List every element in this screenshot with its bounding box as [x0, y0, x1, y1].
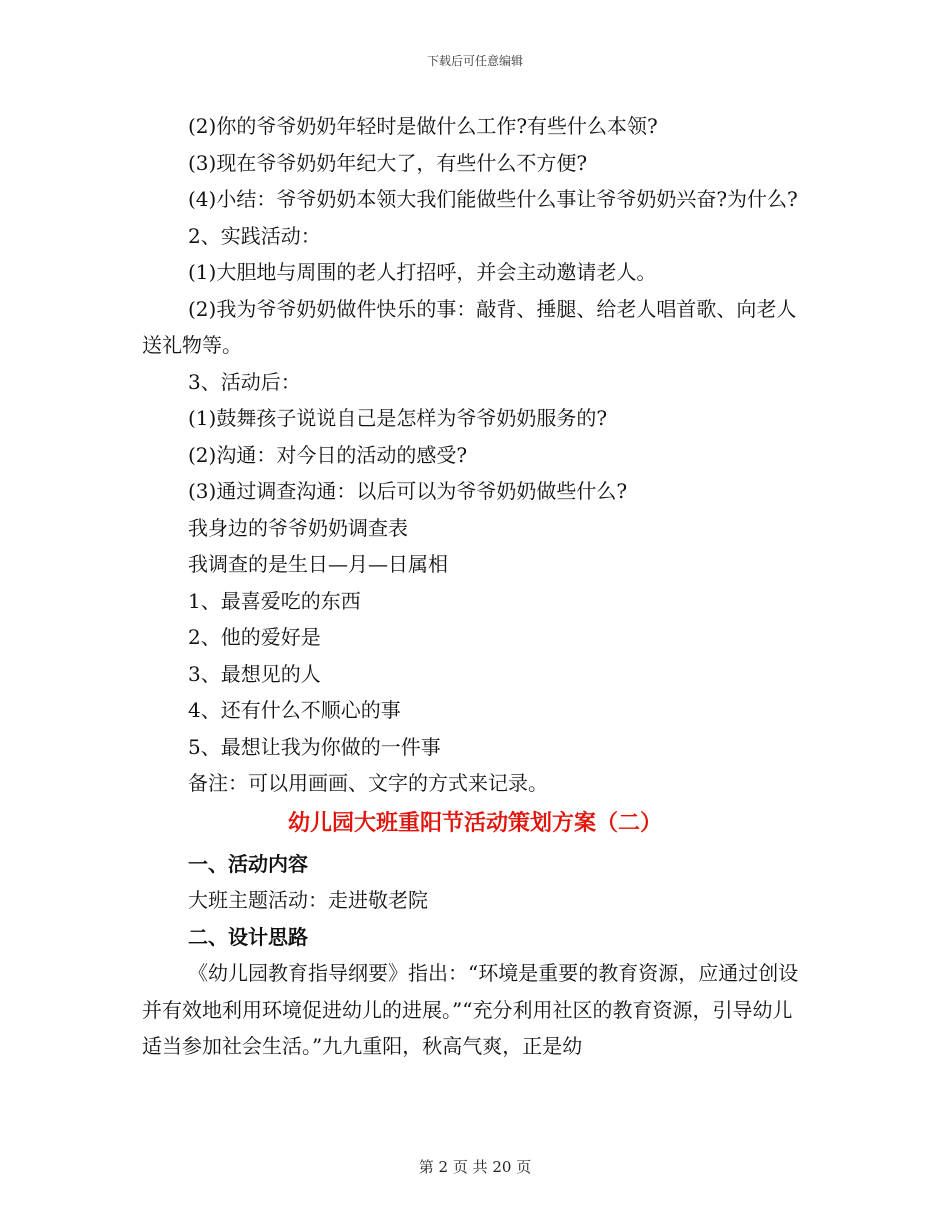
- paragraph-q4-summary: (4)小结：爷爷奶奶本领大我们能做些什么事让爷爷奶奶兴奋?为什么?: [188, 187, 798, 211]
- heading-design-idea: 二、设计思路: [188, 924, 308, 949]
- paragraph-practice-1: (1)大胆地与周围的老人打招呼，并会主动邀请老人。: [188, 260, 657, 284]
- survey-item-4: 4、还有什么不顺心的事: [188, 698, 401, 722]
- document-body: [142, 108, 808, 1065]
- page-header: 下载后可任意编辑: [426, 54, 523, 68]
- paragraph-after-heading: 3、活动后：: [188, 369, 301, 394]
- section-title: 幼儿园大班重阳节活动策划方案（二）: [287, 810, 662, 836]
- paragraph-design-idea: 《幼儿园教育指导纲要》指出：“环境是重要的教育资源，应通过创设并有效地利用环境促进幼儿的进展。”“充分利用社区的教育资源，引导幼儿适当参加社会生活。”九九重阳，秋高气爽，正是幼: [142, 961, 799, 1058]
- paragraph-after-3: (3)通过调查沟通：以后可以为爷爷奶奶做些什么?: [188, 479, 628, 503]
- page-footer: 第 2 页 共 20 页: [418, 1158, 532, 1176]
- paragraph-q3: (3)现在爷爷奶奶年纪大了，有些什么不方便?: [188, 150, 588, 175]
- survey-item-5: 5、最想让我为你做的一件事: [188, 734, 441, 759]
- survey-item-1: 1、最喜爱吃的东西: [188, 588, 361, 613]
- paragraph-survey-title: 我身边的爷爷奶奶调查表: [188, 515, 408, 540]
- survey-item-3: 3、最想见的人: [188, 661, 321, 686]
- paragraph-activity-content: 大班主题活动：走进敬老院: [188, 888, 428, 912]
- paragraph-after-1: (1)鼓舞孩子说说自己是怎样为爷爷奶奶服务的?: [188, 406, 608, 430]
- survey-item-2: 2、他的爱好是: [188, 625, 321, 649]
- paragraph-survey-birthday: 我调查的是生日—月—日属相: [188, 552, 448, 576]
- heading-activity-content: 一、活动内容: [188, 851, 308, 876]
- paragraph-practice-heading: 2、实践活动：: [188, 223, 321, 248]
- paragraph-after-2: (2)沟通：对今日的活动的感受?: [188, 442, 468, 467]
- paragraph-practice-2: (2)我为爷爷奶奶做件快乐的事：敲背、捶腿、给老人唱首歌、向老人送礼物等。: [142, 296, 797, 357]
- paragraph-q2: (2)你的爷爷奶奶年轻时是做什么工作?有些什么本领?: [188, 114, 658, 138]
- paragraph-note: 备注：可以用画画、文字的方式来记录。: [188, 771, 548, 795]
